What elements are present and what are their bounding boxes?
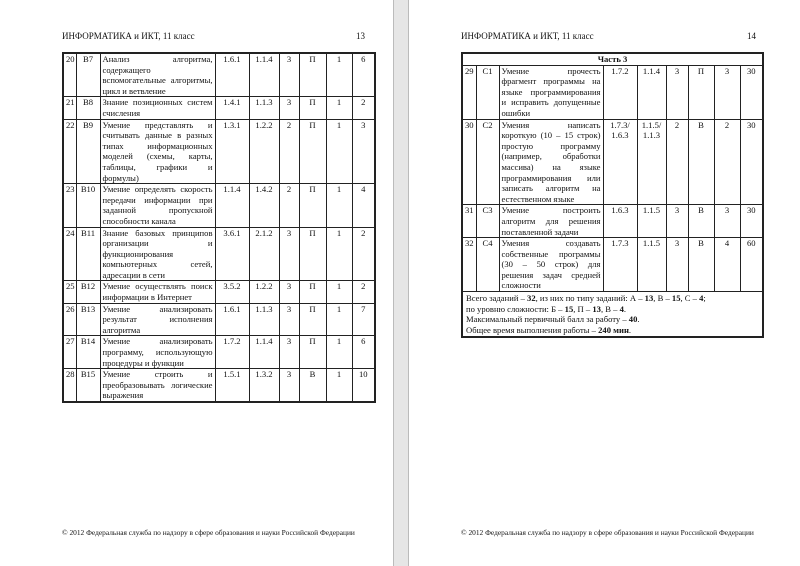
page-footer: © 2012 Федеральная служба по надзору в сфере образования и науки Российской Федерации [461, 528, 754, 537]
requirement-code: 1.1.4 [249, 53, 279, 97]
content-code: 3.5.2 [215, 281, 249, 303]
summary [462, 292, 763, 338]
difficulty-level: В [688, 205, 714, 238]
page-number: 14 [747, 31, 756, 41]
table-row [63, 184, 375, 227]
difficulty-level: П [688, 65, 714, 119]
page-13 [0, 0, 393, 566]
answer-type: 2 [279, 184, 299, 227]
task-code: C4 [476, 238, 499, 292]
max-score: 1 [326, 336, 352, 369]
time-minutes: 30 [740, 119, 763, 205]
answer-type: 3 [279, 281, 299, 303]
summary-text: , В – [600, 303, 620, 314]
table-row [63, 303, 375, 336]
content-code: 1.7.2 [603, 65, 637, 119]
requirement-code: 1.1.5 [637, 238, 666, 292]
summary-value: 13 [592, 303, 601, 314]
table-row [462, 65, 763, 119]
summary-text: Максимальный первичный балл за работу – [466, 314, 629, 325]
task-number: 23 [63, 184, 76, 227]
summary-line [466, 304, 759, 315]
content-code: 1.6.3 [603, 205, 637, 238]
task-number: 32 [462, 238, 476, 292]
task-number: 24 [63, 227, 76, 281]
requirement-code: 2.1.2 [249, 227, 279, 281]
summary-text: по уровню сложности: Б – [466, 303, 565, 314]
difficulty-level: В [688, 238, 714, 292]
answer-type: 3 [666, 205, 688, 238]
answer-type: 3 [279, 227, 299, 281]
answer-type: 2 [279, 119, 299, 184]
specification-table [461, 52, 764, 338]
requirement-code: 1.1.3 [249, 303, 279, 336]
summary-text: , В – [653, 293, 672, 304]
content-code: 1.7.2 [215, 336, 249, 369]
content-code: 1.7.3 [603, 238, 637, 292]
answer-type: 3 [279, 97, 299, 119]
running-header: ИНФОРМАТИКА и ИКТ, 11 класс [461, 31, 594, 41]
table-row [63, 119, 375, 184]
time-minutes: 2 [352, 97, 375, 119]
difficulty-level: П [299, 336, 326, 369]
table-row [63, 97, 375, 119]
difficulty-level: П [299, 119, 326, 184]
time-minutes: 3 [352, 119, 375, 184]
task-description: Умение представлять и считывать данные в разных типах информационных моделей (схемы, карты, таблицы, графики и формулы) [100, 119, 215, 184]
max-score: 4 [714, 238, 740, 292]
task-number: 28 [63, 369, 76, 402]
task-number: 29 [462, 65, 476, 119]
requirement-code: 1.2.2 [249, 119, 279, 184]
content-code: 1.6.1 [215, 303, 249, 336]
table-row [63, 369, 375, 402]
summary-value: 4 [619, 303, 624, 314]
answer-type: 3 [279, 336, 299, 369]
max-score: 1 [326, 369, 352, 402]
table-row [462, 205, 763, 238]
summary-line [466, 314, 759, 325]
task-description: Анализ алгоритма, содержащего вспомогательные алгоритмы, цикл и ветвление [100, 53, 215, 97]
table-row [63, 53, 375, 97]
task-description: Знание позиционных систем счисления [100, 97, 215, 119]
task-description: Умение осуществлять поиск информации в Интернет [100, 281, 215, 303]
task-number: 26 [63, 303, 76, 336]
summary-text: , С – [680, 293, 700, 304]
table-row [462, 238, 763, 292]
max-score: 3 [714, 205, 740, 238]
task-description: Умения создавать собственные программы (30 – 50 строк) для решения задач средней сложности [499, 238, 603, 292]
task-code: C2 [476, 119, 499, 205]
task-code: B7 [76, 53, 100, 97]
task-description: Умение анализировать результат исполнения алгоритма [100, 303, 215, 336]
task-code: B8 [76, 97, 100, 119]
task-description: Умение определять скорость передачи информации при заданной пропускной способности канала [100, 184, 215, 227]
content-code: 1.7.3/ 1.6.3 [603, 119, 637, 205]
answer-type: 2 [666, 119, 688, 205]
task-number: 25 [63, 281, 76, 303]
time-minutes: 10 [352, 369, 375, 402]
requirement-code: 1.2.2 [249, 281, 279, 303]
summary-line [466, 325, 759, 336]
task-code: C1 [476, 65, 499, 119]
requirement-code: 1.1.4 [249, 336, 279, 369]
time-minutes: 7 [352, 303, 375, 336]
task-description: Умение анализировать программу, использующую процедуры и функции [100, 336, 215, 369]
table-row [63, 281, 375, 303]
page-14 [409, 0, 800, 566]
difficulty-level: П [299, 184, 326, 227]
time-minutes: 2 [352, 227, 375, 281]
time-minutes: 60 [740, 238, 763, 292]
time-minutes: 6 [352, 53, 375, 97]
section-row [462, 53, 763, 65]
table-row [63, 227, 375, 281]
task-description: Умение строить и преобразовывать логические выражения [100, 369, 215, 402]
task-code: B9 [76, 119, 100, 184]
content-code: 1.5.1 [215, 369, 249, 402]
task-number: 20 [63, 53, 76, 97]
task-description: Умение прочесть фрагмент программы на языке программирования и исправить допущенные ошибки [499, 65, 603, 119]
requirement-code: 1.3.2 [249, 369, 279, 402]
summary-value: 13 [644, 293, 654, 304]
task-code: B15 [76, 369, 100, 402]
summary-text: Всего заданий – [466, 293, 528, 304]
running-header: ИНФОРМАТИКА и ИКТ, 11 класс [62, 31, 195, 41]
max-score: 2 [714, 119, 740, 205]
requirement-code: 1.1.3 [249, 97, 279, 119]
summary-value: 4 [699, 293, 704, 304]
max-score: 1 [326, 227, 352, 281]
page-number: 13 [356, 31, 365, 41]
time-minutes: 30 [740, 205, 763, 238]
max-score: 1 [326, 184, 352, 227]
task-number: 22 [63, 119, 76, 184]
summary-line [466, 293, 759, 304]
specification-table [62, 52, 376, 403]
difficulty-level: П [299, 97, 326, 119]
task-code: B12 [76, 281, 100, 303]
summary-value: 15 [564, 303, 574, 314]
difficulty-level: П [299, 53, 326, 97]
answer-type: 3 [279, 53, 299, 97]
requirement-code: 1.1.5 [637, 205, 666, 238]
task-description: Умения написать короткую (10 – 15 строк) простую программу (например, обработки массива) на языке программирования или записать алгоритм на естественном языке [499, 119, 603, 205]
requirement-code: 1.1.5/ 1.1.3 [637, 119, 666, 205]
page-footer: © 2012 Федеральная служба по надзору в сфере образования и науки Российской Федерации [62, 528, 355, 537]
time-minutes: 2 [352, 281, 375, 303]
table-row [462, 119, 763, 205]
summary-value: 15 [671, 293, 681, 304]
task-code: B13 [76, 303, 100, 336]
summary-text: , П – [573, 303, 593, 314]
time-minutes: 30 [740, 65, 763, 119]
max-score: 1 [326, 97, 352, 119]
task-number: 27 [63, 336, 76, 369]
summary-text: . [637, 314, 640, 325]
answer-type: 3 [279, 369, 299, 402]
max-score: 1 [326, 119, 352, 184]
difficulty-level: П [299, 281, 326, 303]
difficulty-level: В [299, 369, 326, 402]
answer-type: 3 [666, 65, 688, 119]
task-code: C3 [476, 205, 499, 238]
section-title: Часть 3 [462, 53, 763, 65]
summary-text: . [623, 303, 627, 314]
difficulty-level: В [688, 119, 714, 205]
time-minutes: 4 [352, 184, 375, 227]
task-number: 21 [63, 97, 76, 119]
time-minutes: 6 [352, 336, 375, 369]
summary-row [462, 292, 763, 338]
summary-text: ; [703, 293, 706, 304]
content-code: 1.1.4 [215, 184, 249, 227]
content-code: 1.6.1 [215, 53, 249, 97]
task-code: B10 [76, 184, 100, 227]
table-row [63, 336, 375, 369]
requirement-code: 1.4.2 [249, 184, 279, 227]
task-description: Знание базовых принципов организации и функционирования компьютерных сетей, адресации в сети [100, 227, 215, 281]
difficulty-level: П [299, 303, 326, 336]
task-code: B11 [76, 227, 100, 281]
task-number: 31 [462, 205, 476, 238]
max-score: 1 [326, 281, 352, 303]
max-score: 3 [714, 65, 740, 119]
task-number: 30 [462, 119, 476, 205]
summary-value: 32 [527, 293, 536, 304]
page-gap [393, 0, 409, 566]
summary-text: , из них по типу заданий: А – [535, 293, 645, 304]
max-score: 1 [326, 303, 352, 336]
task-description: Умение построить алгоритм для решения поставленной задачи [499, 205, 603, 238]
content-code: 3.6.1 [215, 227, 249, 281]
content-code: 1.3.1 [215, 119, 249, 184]
summary-value: 240 мин [598, 324, 629, 335]
difficulty-level: П [299, 227, 326, 281]
answer-type: 3 [666, 238, 688, 292]
task-code: B14 [76, 336, 100, 369]
max-score: 1 [326, 53, 352, 97]
content-code: 1.4.1 [215, 97, 249, 119]
summary-text: Общее время выполнения работы – [466, 324, 599, 335]
summary-text: . [628, 324, 632, 335]
answer-type: 3 [279, 303, 299, 336]
summary-value: 40 [628, 314, 638, 325]
requirement-code: 1.1.4 [637, 65, 666, 119]
